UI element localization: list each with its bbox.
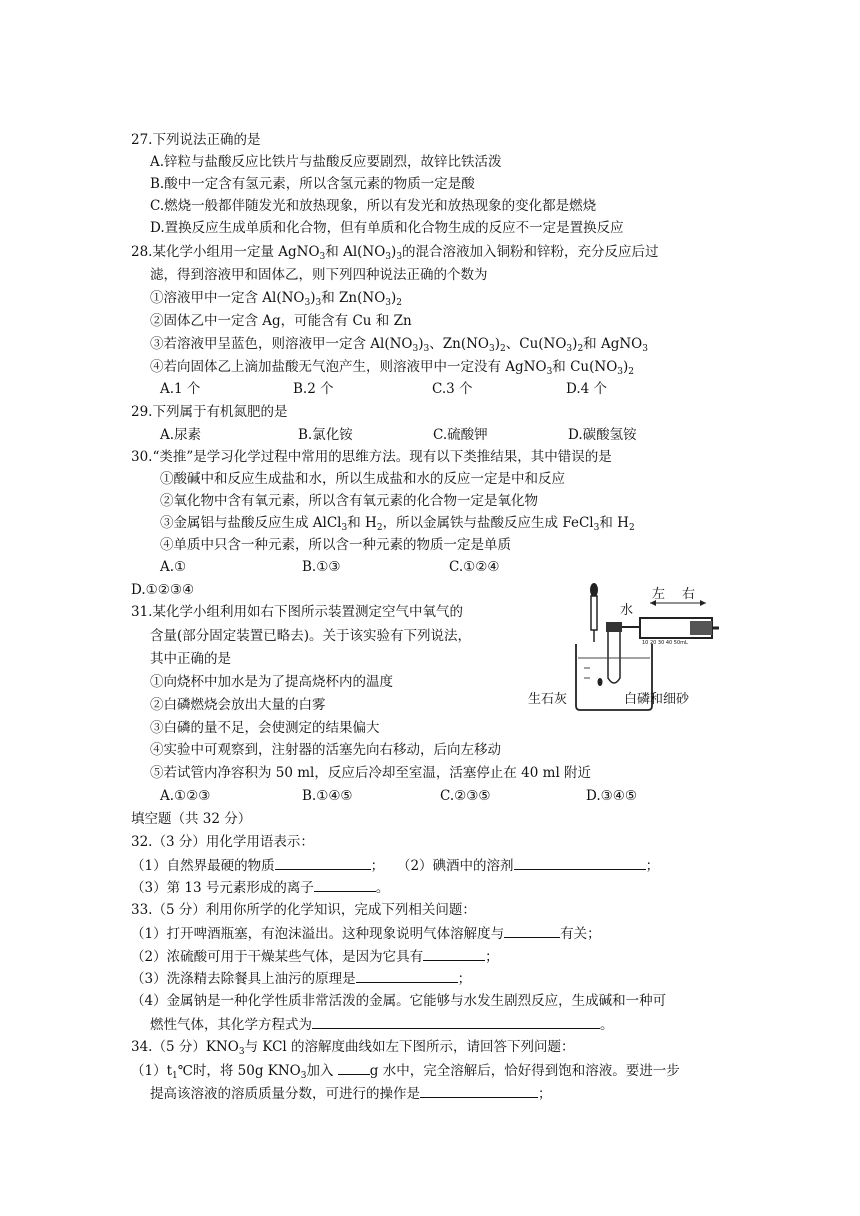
q33-part-4-line2: 燃性气体，其化学方程式为 。 bbox=[150, 1014, 614, 1035]
answer-blank[interactable] bbox=[514, 855, 646, 870]
answer-blank[interactable] bbox=[312, 1014, 600, 1029]
q29-option-b: B.氯化铵 bbox=[298, 427, 353, 443]
section-heading-fill-in: 填空题（共 32 分） bbox=[131, 811, 252, 827]
q31-statement-4: ④实验中可观察到，注射器的活塞先向右移动，后向左移动 bbox=[150, 742, 501, 758]
q28-stem-line2: 滤，得到溶液甲和固体乙，则下列四种说法正确的个数为 bbox=[150, 267, 488, 283]
figure-label-right: 右 bbox=[682, 587, 696, 602]
q31-option-a: A.①②③ bbox=[160, 788, 211, 804]
q27-option-a: A.锌粒与盐酸反应比铁片与盐酸反应要剧烈，故锌比铁活泼 bbox=[150, 154, 502, 170]
q27-option-d: D.置换反应生成单质和化合物，但有单质和化合物生成的反应不一定是置换反应 bbox=[150, 220, 624, 236]
q33-part-2: （2）浓硫酸可用于干燥某些气体，是因为它具有 ； bbox=[131, 946, 499, 967]
answer-blank[interactable] bbox=[423, 946, 485, 961]
q32-part-3: （3）第 13 号元素形成的离子 。 bbox=[131, 877, 389, 898]
answer-blank[interactable] bbox=[420, 1083, 538, 1098]
q28-option-a: A.1 个 bbox=[160, 381, 201, 397]
q29-option-a: A.尿素 bbox=[160, 427, 202, 443]
q28-option-c: C.3 个 bbox=[432, 381, 473, 397]
q33-stem: 33.（5 分）利用你所学的化学知识，完成下列相关问题： bbox=[131, 902, 476, 918]
q31-statement-1: ①向烧杯中加水是为了提高烧杯内的温度 bbox=[150, 674, 393, 690]
q29-option-d: D.碳酸氢铵 bbox=[568, 427, 637, 443]
q30-option-c: C.①②④ bbox=[449, 559, 500, 575]
q33-part-3: （3）洗涤精去除餐具上油污的原理是 ； bbox=[131, 968, 471, 989]
q27-stem: 27.下列说法正确的是 bbox=[131, 132, 261, 148]
q28-option-b: B.2 个 bbox=[293, 381, 334, 397]
q30-statement-1: ①酸碱中和反应生成盐和水，所以生成盐和水的反应一定是中和反应 bbox=[160, 471, 565, 487]
q30-option-d: D.①②③④ bbox=[131, 582, 195, 598]
q33-part-1: （1）打开啤酒瓶塞，有泡沫溢出。这种现象说明气体溶解度与 有关； bbox=[131, 923, 601, 944]
test-tube-icon bbox=[606, 622, 640, 683]
q30-statement-2: ②氧化物中含有氧元素，所以含有氧元素的化合物一定是氧化物 bbox=[160, 493, 538, 509]
dropper-icon bbox=[590, 583, 598, 642]
q31-statement-3: ③白磷的量不足，会使测定的结果偏大 bbox=[150, 720, 380, 736]
q27-option-b: B.酸中一定含有氢元素，所以含氢元素的物质一定是酸 bbox=[150, 176, 475, 192]
figure-label-left: 左 bbox=[652, 587, 666, 602]
q33-part-4-line1: （4）金属钠是一种化学性质非常活泼的金属。它能够与水发生剧烈反应，生成碱和一种可 bbox=[131, 993, 667, 1009]
q34-part-1-line1: $(1)t_1℃$时，将 50g $KNO_3$加入 g 水中，完全溶解后，恰好得到饱和溶液。要进一步 bbox=[131, 1060, 680, 1081]
q31-statement-5: ⑤若试管内净容积为 50 ml，反应后冷却至室温，活塞停止在 40 ml 附近 bbox=[150, 765, 592, 781]
q31-stem-line3: 其中正确的是 bbox=[150, 651, 231, 667]
answer-blank[interactable] bbox=[356, 968, 458, 983]
q28-statement-1: ①溶液甲中一定含 $Al(NO_3)_3$和 $Zn(NO_3)_2$ bbox=[150, 290, 403, 308]
figure-label-water: 水 bbox=[620, 603, 634, 618]
q30-statement-3: ③金属铝与盐酸反应生成 AlCl$_3$和 $H_2$，所以金属铁与盐酸反应生成 FeCl$_3$和 $H_2$ bbox=[160, 515, 635, 533]
q32-part-1-2: （1）自然界最硬的物质 ； （2）碘酒中的溶剂 ； bbox=[131, 855, 659, 876]
q31-stem-line1: 31.某化学小组利用如右下图所示装置测定空气中氧气的 bbox=[131, 604, 463, 620]
q31-statement-2: ②白磷燃烧会放出大量的白雾 bbox=[150, 697, 326, 713]
answer-blank[interactable] bbox=[504, 923, 560, 938]
q28-option-d: D.4 个 bbox=[566, 381, 608, 397]
q32-stem: 32.（3 分）用化学用语表示： bbox=[131, 834, 314, 850]
q30-option-a: A.① bbox=[160, 559, 187, 575]
syringe-icon bbox=[640, 618, 719, 638]
q31-option-c: C.②③⑤ bbox=[440, 788, 491, 804]
syringe-scale: 10 20 30 40 50mL bbox=[642, 640, 688, 646]
q28-statement-3: ③若溶液甲呈蓝色，则溶液甲一定含 $Al(NO_3)_3$、$Zn(NO_3)_2$、$Cu(NO_3)_2$和 AgNO$_3$ bbox=[150, 336, 648, 354]
answer-blank[interactable] bbox=[338, 1060, 370, 1075]
q30-option-b: B.①③ bbox=[302, 559, 341, 575]
q27-option-c: C.燃烧一般都伴随发光和放热现象，所以有发光和放热现象的变化都是燃烧 bbox=[150, 198, 597, 214]
q31-apparatus-figure bbox=[520, 578, 720, 718]
figure-label-white-phosphorus: 白磷和细砂 bbox=[624, 692, 690, 707]
q34-stem: 34.（5 分）$KNO_3$与 KCl 的溶解度曲线如左下图所示，请回答下列问题： bbox=[131, 1039, 575, 1057]
answer-blank[interactable] bbox=[275, 855, 371, 870]
q31-option-b: B.①④⑤ bbox=[302, 788, 353, 804]
q28-stem-line1: 28.某化学小组用一定量 AgNO$_3$和 $Al(NO_3)_3$的混合溶液加入铜粉和锌粉，充分反应后过 bbox=[131, 244, 659, 262]
q30-statement-4: ④单质中只含一种元素，所以含一种元素的物质一定是单质 bbox=[160, 537, 511, 553]
answer-blank[interactable] bbox=[314, 877, 376, 892]
q28-statement-2: ②固体乙中一定含 Ag，可能含有 Cu 和 Zn bbox=[150, 313, 412, 329]
q29-stem: 29.下列属于有机氮肥的是 bbox=[131, 404, 288, 420]
figure-label-quicklime: 生石灰 bbox=[528, 692, 568, 707]
q30-stem: 30.“类推”是学习化学过程中常用的思维方法。现有以下类推结果，其中错误的是 bbox=[131, 449, 612, 465]
q29-option-c: C.硫酸钾 bbox=[433, 427, 488, 443]
q34-part-1-line2: 提高该溶液的溶质质量分数，可进行的操作是 ； bbox=[150, 1083, 552, 1104]
q31-option-d: D.③④⑤ bbox=[586, 788, 637, 804]
q28-statement-4: ④若向固体乙上滴加盐酸无气泡产生，则溶液甲中一定没有 AgNO$_3$和 $Cu(NO_3)_2$ bbox=[150, 359, 635, 377]
q31-stem-line2: 含量(部分固定装置已略去)。关于该实验有下列说法， bbox=[150, 628, 472, 644]
